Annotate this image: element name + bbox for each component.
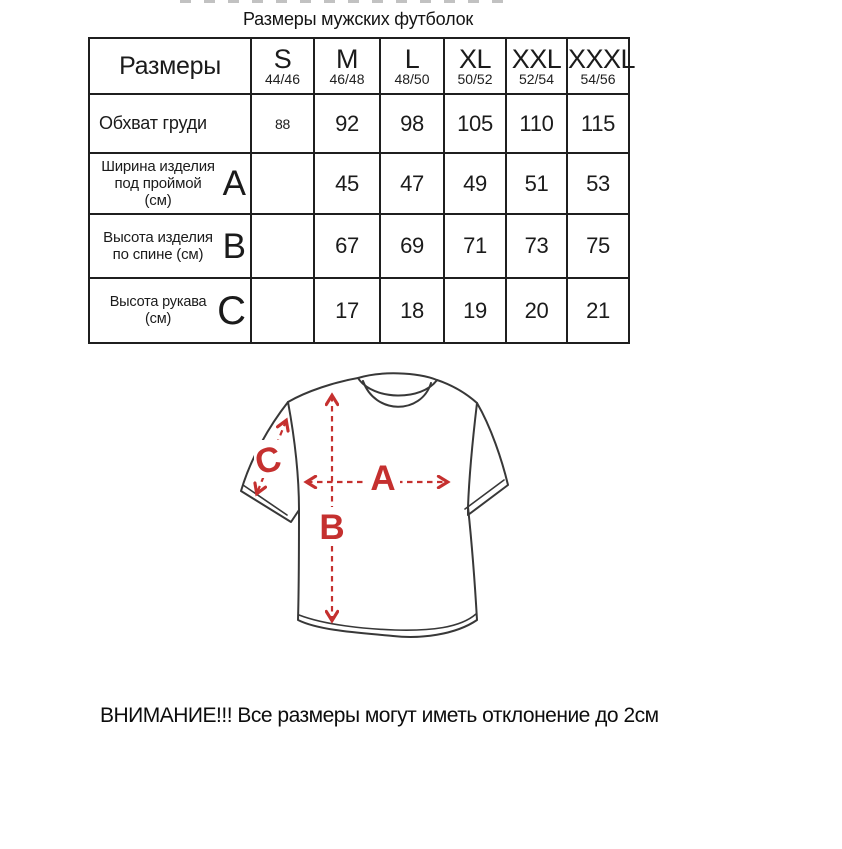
cell-sleeve-xl: 19 <box>444 278 506 343</box>
cell-chest-m: 92 <box>314 94 380 153</box>
cell-width-xxl: 51 <box>506 153 567 214</box>
row-label-text: Обхват груди <box>99 113 207 133</box>
cell-sleeve-m: 17 <box>314 278 380 343</box>
size-label: M <box>336 43 358 74</box>
cell-width-s <box>251 153 314 214</box>
col-header-l <box>380 38 444 94</box>
table-corner-label: Размеры <box>89 38 251 94</box>
row-label-sleeve <box>89 278 251 343</box>
tshirt-svg <box>225 365 535 655</box>
row-width <box>89 153 629 214</box>
cropped-text-fragment <box>180 0 510 3</box>
col-header-xl <box>444 38 506 94</box>
cell-sleeve-s <box>251 278 314 343</box>
size-label: S <box>273 43 292 74</box>
cell-height-xl: 71 <box>444 214 506 278</box>
dimension-letter-a: A <box>222 164 246 203</box>
row-label-width <box>89 153 251 214</box>
col-header-s <box>251 38 314 94</box>
page-title: Размеры мужских футболок <box>242 9 474 29</box>
cell-chest-xl: 105 <box>444 94 506 153</box>
size-range: 50/52 <box>457 70 493 87</box>
col-header-xxxl <box>567 38 636 94</box>
diagram-label-c: C <box>251 438 286 483</box>
diagram-label-a: A <box>370 459 396 498</box>
tshirt-diagram <box>225 365 535 655</box>
cell-chest-xxxl: 115 <box>567 94 629 153</box>
diagram-label-b: B <box>319 508 345 547</box>
size-label: XXXL <box>568 43 636 74</box>
cell-width-l: 47 <box>380 153 444 214</box>
table-header-row <box>89 38 629 94</box>
row-label-chest <box>89 94 251 153</box>
cell-width-xl: 49 <box>444 153 506 214</box>
dimension-letter-b: B <box>222 226 246 266</box>
warning-text: ВНИМАНИЕ!!! Все размеры могут иметь отклонение до 2см <box>100 704 659 727</box>
size-label: XXL <box>511 43 562 74</box>
size-range: 52/54 <box>518 70 555 87</box>
col-header-m <box>314 38 380 94</box>
cell-sleeve-l: 18 <box>380 278 444 343</box>
row-label-text: Высота изделия по спине (см) <box>103 229 213 263</box>
cell-height-m: 67 <box>314 214 380 278</box>
size-label: XL <box>458 43 492 74</box>
row-label-height <box>89 214 251 278</box>
cell-chest-l: 98 <box>380 94 444 153</box>
row-height <box>89 214 629 278</box>
size-range: 48/50 <box>394 70 430 87</box>
size-range: 54/56 <box>580 70 616 87</box>
row-label-text: Высота рукава (см) <box>109 293 207 327</box>
size-range: 46/48 <box>329 70 365 87</box>
cell-chest-s: 88 <box>251 94 314 153</box>
row-sleeve <box>89 278 629 343</box>
cell-height-xxl: 73 <box>506 214 567 278</box>
row-chest <box>89 94 629 153</box>
cell-height-xxxl: 75 <box>567 214 629 278</box>
col-header-xxl <box>506 38 567 94</box>
cell-chest-xxl: 110 <box>506 94 567 153</box>
size-label: L <box>404 43 420 74</box>
cell-height-s <box>251 214 314 278</box>
row-label-text: Ширина изделия под проймой (см) <box>101 158 215 209</box>
cell-height-l: 69 <box>380 214 444 278</box>
cell-width-xxxl: 53 <box>567 153 629 214</box>
collar-back-line <box>358 373 437 380</box>
cell-sleeve-xxl: 20 <box>506 278 567 343</box>
cell-sleeve-xxxl: 21 <box>567 278 629 343</box>
dimension-letter-c: C <box>217 288 246 333</box>
size-table <box>88 37 636 344</box>
size-range: 44/46 <box>264 70 301 87</box>
cell-width-m: 45 <box>314 153 380 214</box>
